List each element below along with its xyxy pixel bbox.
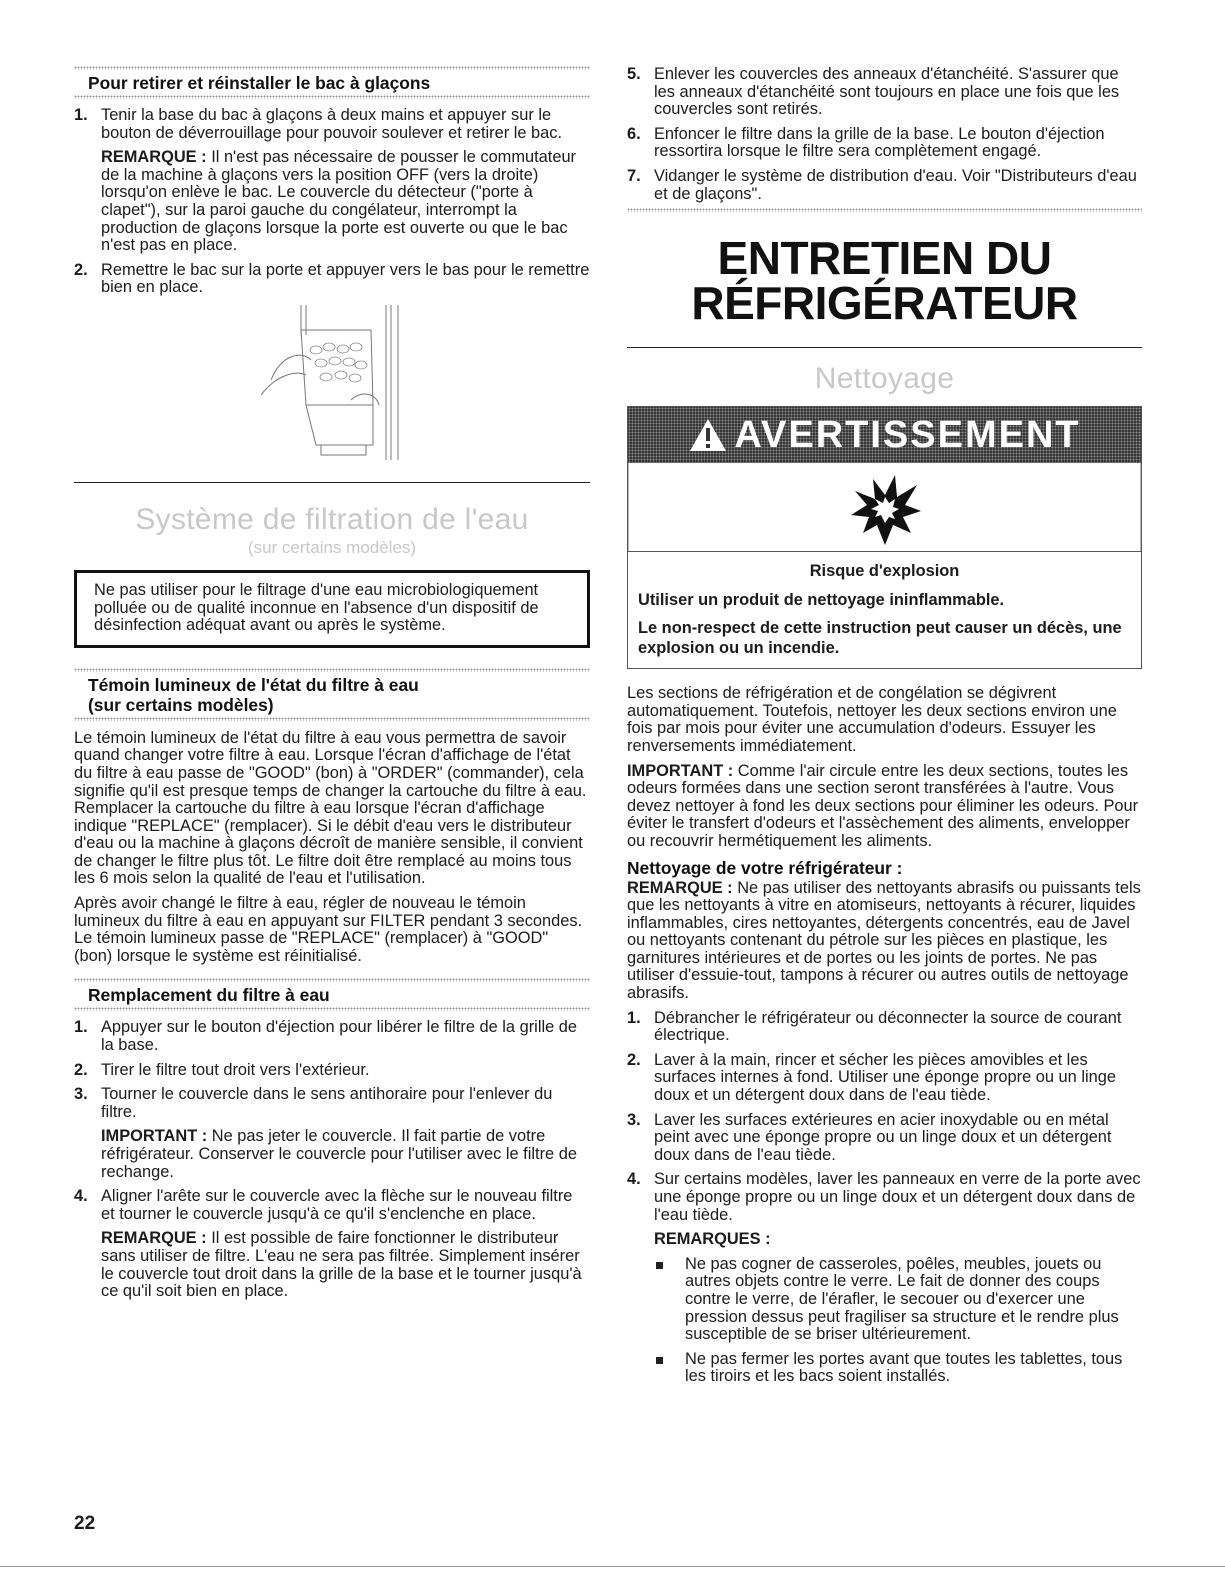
right-column xyxy=(627,66,1142,1386)
filtration-warning-text: Ne pas utiliser pour le filtrage d'une eau microbiologiquement polluée ou de qualité inconnue en l'absence d'un dispositif de désinfection adéquat avant ou après le système. xyxy=(94,580,539,635)
step-note xyxy=(101,1128,590,1181)
note-text: Ne pas jeter le couvercle. Il fait partie de votre réfrigérateur. Conserver le couvercle pour l'utiliser avec le filtre de rechange. xyxy=(101,1127,577,1181)
replacement-steps xyxy=(74,1019,590,1300)
step-number: 1. xyxy=(627,1008,641,1027)
step-number: 1. xyxy=(74,1018,88,1037)
note-label: REMARQUE : xyxy=(101,148,207,167)
filtration-subtitle: (sur certains modèles) xyxy=(247,537,417,557)
remarques-list xyxy=(654,1256,1142,1386)
dotted-rule xyxy=(74,717,590,721)
section-rule xyxy=(74,482,590,483)
step-number: 7. xyxy=(627,166,641,185)
list-item xyxy=(627,66,1142,119)
warning-line: Utiliser un produit de nettoyage ininflammable. xyxy=(638,591,1005,610)
list-item xyxy=(627,126,1142,161)
warning-panel xyxy=(627,406,1142,669)
step-text: Enfoncer le filtre dans la grille de la base. Le bouton d'éjection ressortira lorsque le filtre sera complètement engagé. xyxy=(654,124,1105,161)
indicator-heading-block xyxy=(88,672,590,717)
list-item xyxy=(627,1112,1142,1165)
chapter-title xyxy=(627,232,1142,330)
note-label: IMPORTANT : xyxy=(101,1127,208,1146)
chapter-title-line2: RÉFRIGÉRATEUR xyxy=(691,277,1078,330)
list-item xyxy=(627,168,1142,203)
warning-header xyxy=(628,407,1141,463)
step-number: 6. xyxy=(627,124,641,143)
list-item xyxy=(627,1171,1142,1386)
cleaning-intro: Les sections de réfrigération et de congélation se dégivrent automatiquement. Toutefois, nettoyer les deux sections environ une fois par mois pour éviter une accumulation d'odeurs. Essuyer les renversements immédiatement. xyxy=(627,684,1117,755)
remarque-text: Ne pas utiliser des nettoyants abrasifs ou puissants tels que les nettoyants à vitre en atomiseurs, nettoyants à récurer, liquides inflammables, cires nettoyantes, détergents concentrés, eau de Javel ou nettoyants contenant du pétrole sur les pièces en plastique, les garnitures intérieures et de portes ou les joints de portes. Ne pas utiliser d'essuie-tout, tampons à récurer ou autres outils de nettoyage abrasifs. xyxy=(627,878,1141,1003)
remarques-label: REMARQUES : xyxy=(654,1230,771,1249)
step-number: 3. xyxy=(627,1110,641,1129)
chapter-title-line1: ENTRETIEN DU xyxy=(717,232,1052,285)
explosion-icon-zone xyxy=(628,463,1141,551)
filtration-title: Système de filtration de l'eau xyxy=(135,502,529,536)
remarque-paragraph xyxy=(627,880,1142,1003)
list-item xyxy=(654,1351,1142,1386)
dotted-rule xyxy=(74,95,590,99)
list-item xyxy=(74,1086,590,1181)
explosion-icon xyxy=(845,467,925,547)
indicator-paragraph: Après avoir changé le filtre à eau, régler de nouveau le témoin lumineux du filtre à eau en appuyant sur FILTER pendant 3 secondes. Le témoin lumineux passe de "REPLACE" (remplacer) à "GOOD" (bon) lorsque le système est réinitialisé. xyxy=(74,894,583,965)
step-number: 2. xyxy=(74,1060,88,1079)
ice-bin-illustration xyxy=(261,305,461,465)
list-item xyxy=(74,1062,590,1080)
step-number: 5. xyxy=(627,65,641,83)
step-text: Tenir la base du bac à glaçons à deux mains et appuyer sur le bouton de déverrouillage pour pouvoir soulever et retirer le bac. xyxy=(101,106,563,142)
step-text: Laver les surfaces extérieures en acier inoxydable ou en métal peint avec une éponge propre ou un linge doux et un détergent doux dans de l'eau tiède. xyxy=(654,1110,1112,1164)
list-item xyxy=(627,1052,1142,1105)
step-number: 4. xyxy=(627,1170,641,1189)
step-text: Enlever les couvercles des anneaux d'étanchéité. S'assurer que les anneaux d'étanchéité sont toujours en place une fois que les couvercles sont retirés. xyxy=(654,65,1120,119)
page-number: 22 xyxy=(74,1513,96,1534)
note-label: REMARQUE : xyxy=(101,1229,207,1248)
step-number: 1. xyxy=(74,106,88,124)
indicator-heading-sub: (sur certains modèles) xyxy=(88,694,274,715)
warning-label-group xyxy=(688,414,1080,457)
list-item xyxy=(627,1010,1142,1045)
list-item xyxy=(74,1188,590,1301)
step-text: Laver à la main, rincer et sécher les pièces amovibles et les surfaces internes à fond. Utiliser une éponge propre ou un linge doux et un détergent doux dans de l'eau tiède. xyxy=(654,1050,1116,1105)
indicator-heading: Témoin lumineux de l'état du filtre à eau xyxy=(88,674,419,695)
warning-line: Le non-respect de cette instruction peut causer un décès, une explosion ou un incendie. xyxy=(638,619,1122,658)
indicator-paragraph: Le témoin lumineux de l'état du filtre à eau vous permettra de savoir quand changer votre filtre à eau. Lorsque l'écran d'affichage de l'état du filtre à eau passe de "GOOD" (bon) à "ORDER" (commander), cela signifie qu'il est presque temps de changer la cartouche du filtre à eau. Remplacer la cartouche du filtre à eau lorsque l'écran d'affichage indique "REPLACE" (remplacer). Si le débit d'eau vers le distributeur d'eau ou la machine à glaçons décroît de manière sensible, il convient de changer le filtre plus tôt. Le filtre doit être remplacé au moins tous les 6 mois selon la qualité de l'eau et l'utilisation. xyxy=(74,728,587,888)
important-text: Comme l'air circule entre les deux sections, toutes les odeurs formées dans une section seront transférées à l'autre. Vous devez nettoyer à fond les deux sections pour éliminer les odeurs. Pour éviter le transfert d'odeurs et l'assèchement des aliments, envelopper ou recouvrir hermétiquement les aliments. xyxy=(627,761,1139,850)
step-note xyxy=(101,1230,590,1300)
list-item xyxy=(74,107,590,255)
list-item xyxy=(654,1256,1142,1344)
bullet-square-icon xyxy=(656,1357,663,1364)
warning-label: AVERTISSEMENT xyxy=(734,413,1081,456)
dotted-rule xyxy=(627,208,1142,212)
replacement-heading: Remplacement du filtre à eau xyxy=(88,985,330,1006)
important-paragraph xyxy=(627,763,1142,851)
dotted-rule xyxy=(74,1007,590,1011)
replacement-steps-continued xyxy=(627,66,1142,203)
step-text: Tirer le filtre tout droit vers l'extérieur. xyxy=(101,1060,370,1079)
note-text: Il est possible de faire fonctionner le distributeur sans utiliser de filtre. L'eau ne sera pas filtrée. Simplement insérer le couvercle tout droit dans la grille de la base et le tourner jusqu'à ce qu'il soit bien en place. xyxy=(101,1229,582,1301)
step-text: Vidanger le système de distribution d'eau. Voir "Distributeurs d'eau et de glaçons". xyxy=(654,166,1137,203)
ice-bin-heading: Pour retirer et réinstaller le bac à glaçons xyxy=(88,73,431,93)
remarque-label: REMARQUE : xyxy=(627,878,733,897)
warning-risk: Risque d'explosion xyxy=(809,562,960,581)
bullet-text: Ne pas cogner de casseroles, poêles, meubles, jouets ou autres objets contre le verre. Le fait de donner des coups contre le verre, de l'érafler, le secouer ou d'exercer une pression dessus peut fragiliser sa structure et le rendre plus susceptible de se briser ultérieurement. xyxy=(685,1254,1119,1344)
bullet-text: Ne pas fermer les portes avant que toutes les tablettes, tous les tiroirs et les bacs soient installés. xyxy=(685,1349,1123,1386)
step-number: 2. xyxy=(627,1050,641,1069)
step-number: 4. xyxy=(74,1187,88,1206)
ice-bin-heading-block xyxy=(88,70,590,95)
step-text: Tourner le couvercle dans le sens antihoraire pour l'enlever du filtre. xyxy=(101,1085,553,1121)
cleaning-title: Nettoyage xyxy=(814,362,955,396)
warning-triangle-icon xyxy=(688,417,728,453)
bottom-rule xyxy=(0,1566,1225,1567)
step-text: Sur certains modèles, laver les panneaux en verre de la porte avec une éponge propre ou un linge doux et un détergent doux dans de l'eau tiède. xyxy=(654,1170,1141,1224)
step-text: Débrancher le réfrigérateur ou déconnecter la source de courant électrique. xyxy=(654,1008,1122,1045)
section-rule xyxy=(627,347,1142,348)
cleaning-heading: Nettoyage de votre réfrigérateur : xyxy=(627,857,903,878)
step-number: 3. xyxy=(74,1085,88,1104)
cleaning-steps xyxy=(627,1010,1142,1386)
step-note xyxy=(101,149,590,255)
warning-text-zone xyxy=(627,551,1142,669)
list-item xyxy=(74,262,590,297)
step-text: Remettre le bac sur la porte et appuyer vers le bas pour le remettre bien en place. xyxy=(101,260,590,297)
filtration-warning-box xyxy=(74,570,590,648)
bullet-square-icon xyxy=(656,1262,663,1269)
step-text: Aligner l'arête sur le couvercle avec la flèche sur le nouveau filtre et tourner le couvercle jusqu'à ce qu'il s'enclenche en place. xyxy=(101,1187,573,1223)
step-text: Appuyer sur le bouton d'éjection pour libérer le filtre de la grille de la base. xyxy=(101,1018,578,1055)
list-item xyxy=(74,1019,590,1054)
step-number: 2. xyxy=(74,260,88,279)
important-label: IMPORTANT : xyxy=(627,761,734,780)
ice-bin-steps xyxy=(74,107,590,297)
note-text: Il n'est pas nécessaire de pousser le commutateur de la machine à glaçons vers la position OFF (vers la droite) lorsqu'on enlève le bac. Le couvercle du détecteur ("porte à clapet"), sur la paroi gauche du congélateur, interrompt la production de glaçons lorsque la porte est ouverte ou que le bac n'est pas en place. xyxy=(101,148,577,255)
replacement-heading-block xyxy=(88,982,590,1007)
left-column xyxy=(74,66,590,1301)
